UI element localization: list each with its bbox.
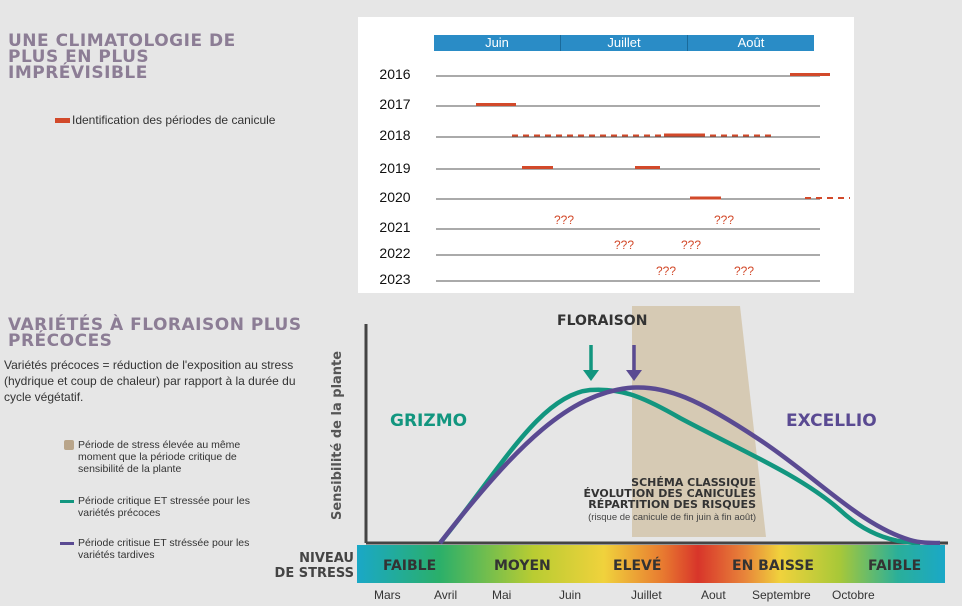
stress-axis-label xyxy=(262,551,354,581)
climatology-title: UNE CLIMATOLOGIE DE PLUS EN PLUS IMPRÉVISIBLE xyxy=(8,31,236,83)
legend-early-varieties-label: Période critique ET stressée pour les variétés précoces xyxy=(78,495,250,519)
stress-level-faible-2: FAIBLE xyxy=(868,558,922,574)
x-month-aout: Aout xyxy=(701,588,726,602)
unknown-2022-b: ??? xyxy=(681,238,702,252)
varieties-description: Variétés précoces = réduction de l'exposition au stress (hydrique et coup de chaleur) par rapport à la durée du cycle végétatif. xyxy=(4,358,296,404)
year-2019: 2019 xyxy=(379,160,411,176)
x-month-octobre: Octobre xyxy=(832,588,875,602)
x-month-mai: Mai xyxy=(492,588,512,602)
heatwave-lines xyxy=(0,0,962,300)
stress-level-en-baisse: EN BAISSE xyxy=(732,558,814,574)
x-month-juillet: Juillet xyxy=(631,588,662,602)
legend-stress-period-label: Période de stress élevée au même moment que la période critique de sensibilité de la plante xyxy=(78,439,241,475)
year-2022: 2022 xyxy=(379,245,411,261)
schema-line-1: SCHÉMA CLASSIQUE xyxy=(631,476,756,489)
unknown-2022-a: ??? xyxy=(614,238,635,252)
schema-caption xyxy=(520,477,756,523)
y-axis-label: Sensibilité de la plante xyxy=(330,350,345,520)
schema-line-2: ÉVOLUTION DES CANICULES xyxy=(583,487,756,500)
grizmo-label: GRIZMO xyxy=(390,411,468,431)
legend-late-varieties-label: Période critisue ET stréssée pour les variétés tardives xyxy=(78,537,250,561)
floraison-label: FLORAISON xyxy=(557,313,648,329)
schema-subtitle: (risque de canicule de fin juin à fin août) xyxy=(588,512,756,523)
unknown-2023-a: ??? xyxy=(656,264,677,278)
stress-axis-label-line1: NIVEAU xyxy=(299,551,354,566)
month-juillet: Juillet xyxy=(561,35,688,51)
varieties-title: VARIÉTÉS À FLORAISON PLUS PRÉCOCES xyxy=(8,315,302,351)
year-2018: 2018 xyxy=(379,127,411,143)
stress-level-moyen: MOYEN xyxy=(494,558,551,574)
x-month-septembre: Septembre xyxy=(752,588,811,602)
month-aout: Août xyxy=(737,35,765,50)
x-month-mars: Mars xyxy=(374,588,401,602)
stress-level-faible-1: FAIBLE xyxy=(383,558,437,574)
x-month-avril: Avril xyxy=(434,588,458,602)
year-2016: 2016 xyxy=(379,66,411,82)
excellio-label: EXCELLIO xyxy=(786,411,877,431)
unknown-2023-b: ??? xyxy=(734,264,755,278)
year-2021: 2021 xyxy=(379,219,411,235)
unknown-2021-a: ??? xyxy=(554,213,575,227)
stress-axis-label-line2: DE STRESS xyxy=(274,566,354,581)
year-2020: 2020 xyxy=(379,189,411,205)
month-juin: Juin xyxy=(434,35,561,51)
floraison-arrow-grizmo xyxy=(583,345,599,381)
unknown-2021-b: ??? xyxy=(714,213,735,227)
heatwave-legend-label: Identification des périodes de canicule xyxy=(72,113,276,127)
year-2017: 2017 xyxy=(379,96,411,112)
x-month-juin: Juin xyxy=(559,588,582,602)
year-2023: 2023 xyxy=(379,271,411,287)
schema-line-3: RÉPARTITION DES RISQUES xyxy=(588,498,756,511)
stress-level-eleve: ELEVÉ xyxy=(613,558,662,574)
